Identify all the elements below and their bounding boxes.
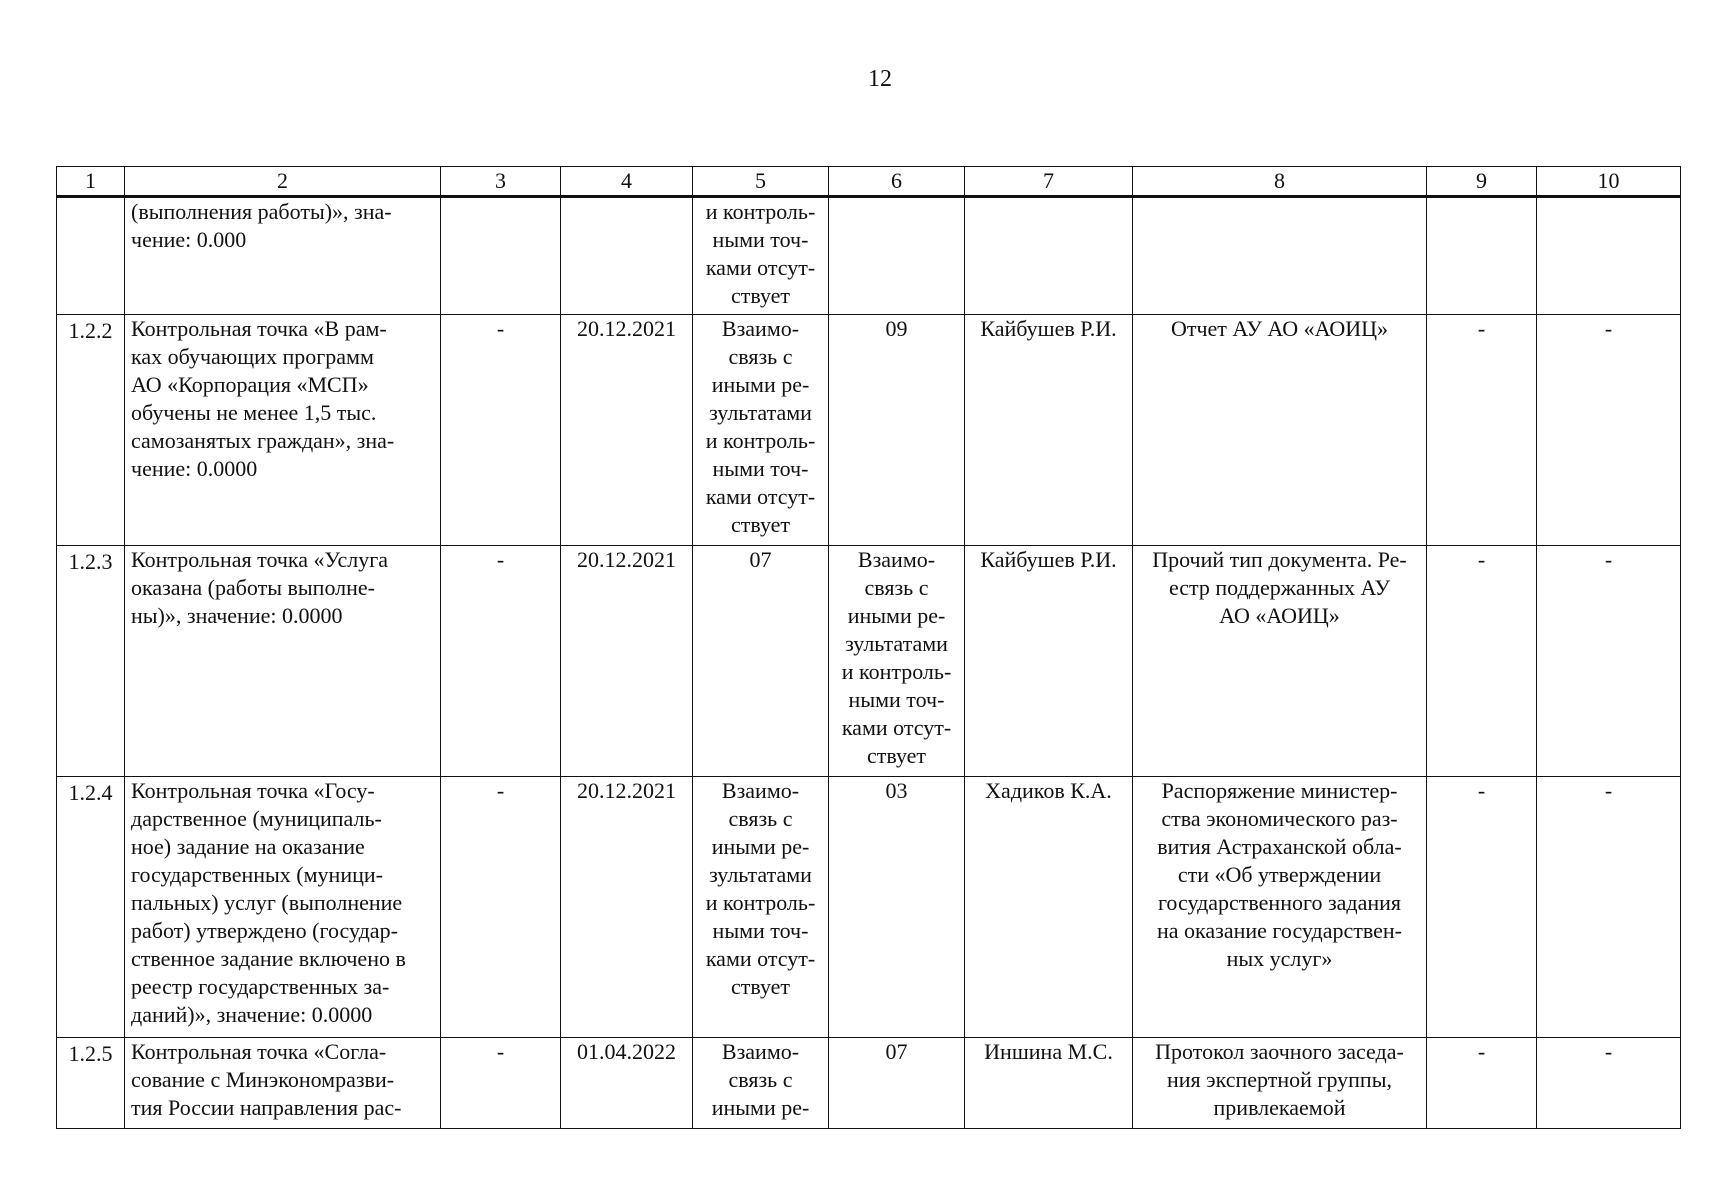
cell-responsible (965, 1038, 1133, 1129)
date-text: 20.12.2021 (577, 547, 676, 572)
cell-date (561, 197, 693, 315)
table-row (57, 1038, 1681, 1129)
cell-col5 (693, 315, 829, 546)
column-header: 8 (1133, 167, 1427, 197)
cell-col9 (1427, 315, 1537, 546)
cell-col10 (1537, 777, 1681, 1038)
col3-text: - (496, 547, 505, 572)
cell-document (1133, 197, 1427, 315)
column-header: 1 (57, 167, 125, 197)
col3-text: - (496, 1039, 505, 1064)
cell-col10 (1537, 315, 1681, 546)
control-points-table (56, 166, 1681, 1129)
col10-text: - (1604, 547, 1613, 572)
cell-document (1133, 315, 1427, 546)
cell-col5 (693, 1038, 829, 1129)
description-text: (выполнения работы)», зна- чение: 0.000 (131, 199, 392, 252)
row-number-text: 1.2.3 (68, 549, 113, 574)
row-number-text: 1.2.2 (68, 318, 113, 343)
control-point-description (125, 315, 441, 546)
col9-text: - (1477, 547, 1486, 572)
col9-text: - (1477, 1039, 1486, 1064)
document-text: Прочий тип документа. Ре- естр поддержанных АУ АО «АОИЦ» (1152, 547, 1407, 628)
cell-col6 (829, 546, 965, 777)
page-number: 12 (868, 66, 892, 92)
cell-responsible (965, 197, 1133, 315)
control-point-description (125, 1038, 441, 1129)
cell-col3 (441, 315, 561, 546)
column-header: 4 (561, 167, 693, 197)
date-text: 01.04.2022 (577, 1039, 676, 1064)
cell-col6 (829, 777, 965, 1038)
cell-col10 (1537, 1038, 1681, 1129)
cell-responsible (965, 777, 1133, 1038)
column-header: 2 (125, 167, 441, 197)
cell-col3 (441, 197, 561, 315)
col5-text: и контроль- ными точ- ками отсут- ствует (705, 199, 816, 308)
col5-text: Взаимо- связь с иными ре- зультатами и контроль- ными точ- ками отсут- ствует (705, 316, 816, 537)
cell-date (561, 546, 693, 777)
responsible-text: Иншина М.С. (984, 1039, 1113, 1064)
header-row (57, 167, 1681, 197)
responsible-text: Кайбушев Р.И. (980, 316, 1117, 341)
cell-responsible (965, 315, 1133, 546)
description-text: Контрольная точка «Услуга оказана (работы выполне- ны)», значение: 0.0000 (131, 547, 389, 628)
cell-col9 (1427, 777, 1537, 1038)
row-number (57, 777, 125, 1038)
cell-responsible (965, 546, 1133, 777)
row-number (57, 315, 125, 546)
col10-text: - (1604, 316, 1613, 341)
col6-text: Взаимо- связь с иными ре- зультатами и контроль- ными точ- ками отсут- ствует (841, 547, 952, 768)
col5-text: Взаимо- связь с иными ре- зультатами и контроль- ными точ- ками отсут- ствует (705, 778, 816, 999)
responsible-text: Хадиков К.А. (985, 778, 1112, 803)
col3-text: - (496, 778, 505, 803)
row-number (57, 197, 125, 315)
col10-text: - (1604, 778, 1613, 803)
col5-text: 07 (749, 547, 772, 572)
cell-document (1133, 546, 1427, 777)
cell-col3 (441, 1038, 561, 1129)
cell-col6 (829, 315, 965, 546)
col3-text: - (496, 316, 505, 341)
row-number-text: 1.2.4 (68, 780, 113, 805)
cell-col10 (1537, 197, 1681, 315)
cell-date (561, 777, 693, 1038)
document-text: Отчет АУ АО «АОИЦ» (1170, 316, 1389, 341)
cell-col9 (1427, 1038, 1537, 1129)
col9-text: - (1477, 778, 1486, 803)
description-text: Контрольная точка «Согла- сование с Минэкономразви- тия России направления рас- (131, 1039, 402, 1120)
document-text: Протокол заочного заседа- ния экспертной группы, привлекаемой (1155, 1039, 1404, 1120)
cell-col5 (693, 197, 829, 315)
row-number-text: 1.2.5 (68, 1041, 113, 1066)
description-text: Контрольная точка «В рам- ках обучающих программ АО «Корпорация «МСП» обучены не менее 1,5 тыс. самозанятых граждан», зна- чение: 0.0000 (131, 316, 395, 481)
column-header: 5 (693, 167, 829, 197)
table-row (57, 777, 1681, 1038)
cell-col3 (441, 546, 561, 777)
date-text: 20.12.2021 (577, 778, 676, 803)
control-point-description (125, 546, 441, 777)
cell-col5 (693, 546, 829, 777)
table-row (57, 197, 1681, 315)
column-header: 7 (965, 167, 1133, 197)
column-header: 9 (1427, 167, 1537, 197)
responsible-text: Кайбушев Р.И. (980, 547, 1117, 572)
cell-col6 (829, 1038, 965, 1129)
cell-date (561, 1038, 693, 1129)
col6-text: 03 (885, 778, 908, 803)
row-number (57, 546, 125, 777)
cell-col5 (693, 777, 829, 1038)
col6-text: 07 (885, 1039, 908, 1064)
table-row (57, 315, 1681, 546)
cell-col10 (1537, 546, 1681, 777)
col9-text: - (1477, 316, 1486, 341)
cell-col9 (1427, 546, 1537, 777)
col6-text: 09 (885, 316, 908, 341)
document-text: Распоряжение министер- ства экономического раз- вития Астраханской обла- сти «Об утверждении государственного задания на оказание государствен- ных услуг» (1157, 778, 1402, 971)
cell-col3 (441, 777, 561, 1038)
table-row (57, 546, 1681, 777)
description-text: Контрольная точка «Госу- дарственное (муниципаль- ное) задание на оказание государственных (муници- пальных) услуг (выполнение работ) утверждено (государ- ственное задание включено в реестр государственных за- даний)», значение: 0.0000 (131, 778, 406, 1027)
control-point-description (125, 777, 441, 1038)
cell-document (1133, 1038, 1427, 1129)
cell-date (561, 315, 693, 546)
column-header: 10 (1537, 167, 1681, 197)
row-number (57, 1038, 125, 1129)
cell-document (1133, 777, 1427, 1038)
col10-text: - (1604, 1039, 1613, 1064)
column-header: 6 (829, 167, 965, 197)
col5-text: Взаимо- связь с иными ре- (711, 1039, 810, 1120)
control-point-description (125, 197, 441, 315)
cell-col9 (1427, 197, 1537, 315)
cell-col6 (829, 197, 965, 315)
column-header: 3 (441, 167, 561, 197)
date-text: 20.12.2021 (577, 316, 676, 341)
